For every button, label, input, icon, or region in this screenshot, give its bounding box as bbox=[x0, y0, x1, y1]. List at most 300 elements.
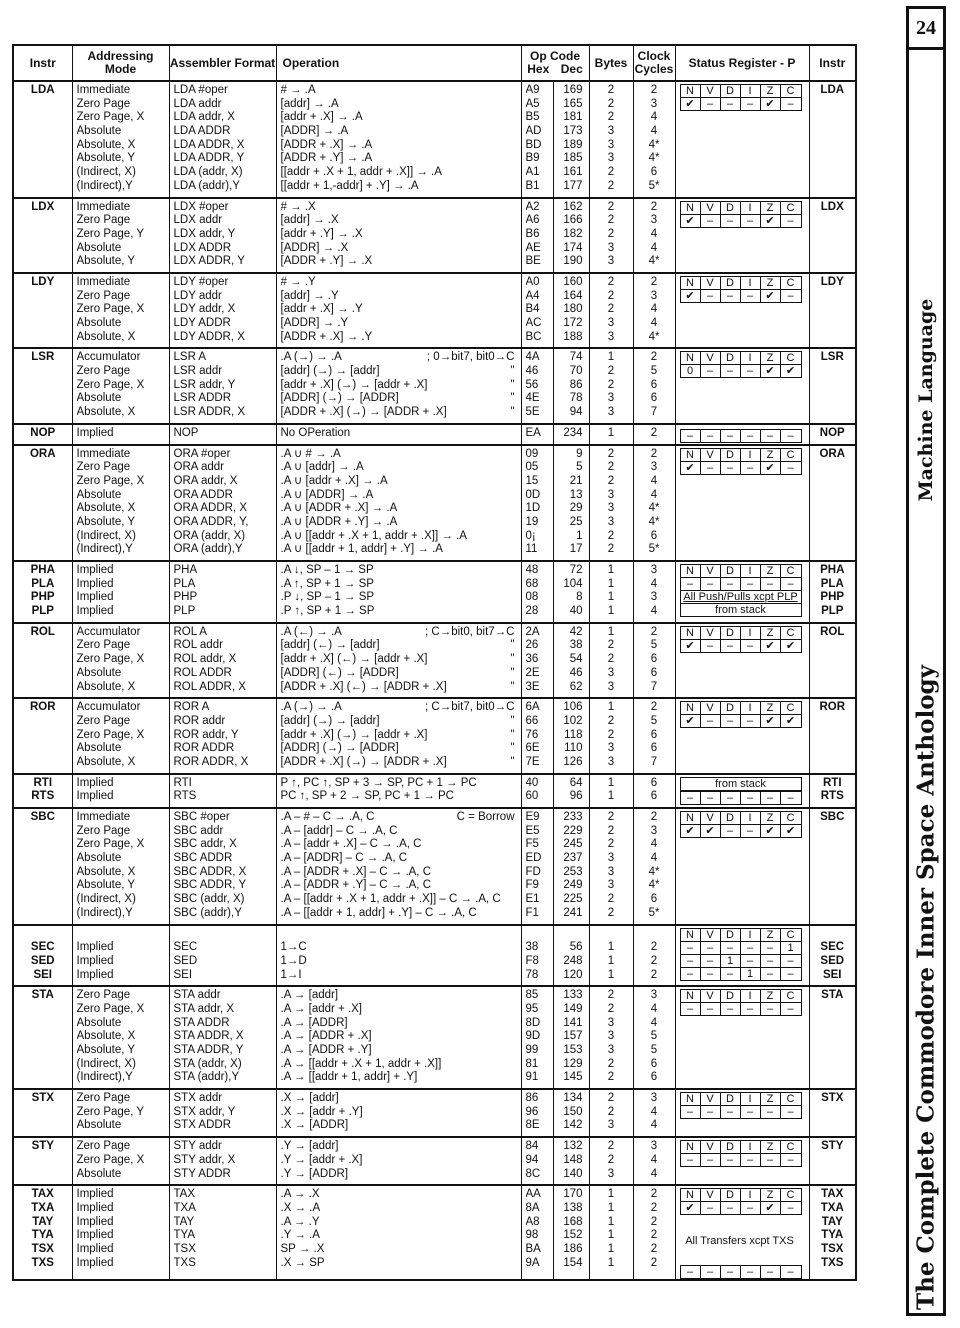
operation-line bbox=[281, 1017, 517, 1031]
instruction-mnemonic-right: PHP bbox=[820, 591, 845, 604]
addressing-mode: Implied bbox=[76, 954, 114, 967]
operation: [ADDR + .Y] → .A bbox=[280, 152, 373, 165]
assembler-format: STA ADDR bbox=[173, 1016, 230, 1029]
flag-value: ✔ bbox=[681, 290, 701, 302]
clock-cycles: 4 bbox=[650, 1016, 658, 1029]
clock-cycles-cell bbox=[633, 1185, 675, 1280]
header-operation: Operation bbox=[276, 45, 521, 81]
byte-count: 1 bbox=[607, 701, 615, 714]
header-asm: Assembler Format bbox=[169, 45, 276, 81]
flag-value: – bbox=[721, 1154, 741, 1166]
byte-count: 3 bbox=[607, 317, 615, 329]
assembler-format: NOP bbox=[173, 426, 199, 439]
header-instr-right: Instr bbox=[809, 45, 856, 81]
opcode-dec: 249 bbox=[563, 879, 583, 892]
assembler-format: LDA ADDR, Y bbox=[173, 152, 245, 165]
flag-value: – bbox=[741, 98, 761, 110]
addressing-mode: Implied bbox=[76, 1256, 114, 1269]
flag-value: – bbox=[681, 942, 701, 954]
opcode-dec: 74 bbox=[569, 351, 583, 364]
flag-value: ✔ bbox=[681, 640, 701, 652]
operation-line bbox=[281, 1216, 517, 1230]
flag-name: I bbox=[741, 85, 761, 97]
flag-value: ✔ bbox=[681, 825, 701, 837]
assembler-format-cell bbox=[169, 623, 276, 698]
clock-cycles-cell bbox=[633, 986, 675, 1089]
clock-cycles-cell bbox=[633, 561, 675, 623]
opcode-dec: 165 bbox=[563, 97, 583, 110]
opcode-dec: 64 bbox=[569, 776, 583, 789]
operation-line bbox=[281, 1229, 517, 1243]
addressing-mode-cell bbox=[72, 1185, 169, 1280]
instruction-mnemonic: TXA bbox=[31, 1201, 55, 1214]
operation-line bbox=[281, 427, 517, 441]
operation-line bbox=[281, 811, 517, 825]
operation-cell bbox=[276, 1089, 521, 1137]
byte-count: 1 bbox=[607, 591, 615, 604]
operation-line bbox=[281, 1188, 517, 1202]
flag-value: – bbox=[721, 98, 741, 110]
operation-line bbox=[281, 790, 517, 804]
flag-name: N bbox=[681, 449, 701, 461]
opcode-hex: 76 bbox=[525, 728, 539, 741]
byte-count: 2 bbox=[607, 111, 615, 124]
header-dec: Dec bbox=[560, 62, 583, 76]
opcode-reference-table bbox=[12, 44, 857, 1281]
operation-line bbox=[281, 756, 517, 770]
spacer bbox=[590, 928, 633, 942]
clock-cycles: 3 bbox=[650, 564, 658, 576]
flag-name: I bbox=[741, 627, 761, 639]
instruction-mnemonic: LSR bbox=[31, 351, 55, 364]
instruction-mnemonic-cell bbox=[13, 623, 72, 698]
flag-value: – bbox=[701, 942, 721, 954]
addressing-mode: Accumulator bbox=[76, 351, 141, 364]
flag-values-row bbox=[680, 1003, 802, 1016]
opcode-hex: 1D bbox=[525, 502, 541, 515]
opcode-dec: 134 bbox=[563, 1092, 583, 1105]
assembler-format: STY ADDR bbox=[173, 1167, 231, 1180]
operation: .A (→) → .A bbox=[280, 351, 342, 364]
clock-cycles: 4* bbox=[648, 502, 660, 515]
operation-line bbox=[281, 228, 517, 242]
instruction-group bbox=[13, 424, 856, 445]
opcode-hex: 9A bbox=[525, 1256, 540, 1269]
operation-cell bbox=[276, 1137, 521, 1185]
operation: [addr] (←) → [addr] bbox=[280, 639, 380, 652]
opcode-hex-cell bbox=[521, 623, 553, 698]
operation-line bbox=[281, 701, 517, 715]
flag-value: ✔ bbox=[761, 290, 781, 302]
flag-value: – bbox=[701, 1003, 721, 1015]
assembler-format: STA (addr),Y bbox=[173, 1071, 240, 1084]
instruction-group bbox=[13, 348, 856, 423]
byte-count: 3 bbox=[607, 1119, 615, 1132]
flag-value: – bbox=[741, 715, 761, 727]
flag-values-row bbox=[680, 98, 802, 111]
opcode-dec: 177 bbox=[563, 179, 583, 192]
byte-count: 2 bbox=[607, 728, 615, 741]
byte-count-cell bbox=[589, 273, 633, 348]
clock-cycles: 6 bbox=[650, 1071, 658, 1084]
byte-count: 1 bbox=[607, 1201, 615, 1214]
byte-count: 1 bbox=[607, 351, 615, 364]
byte-count: 2 bbox=[607, 529, 615, 542]
clock-cycles-cell bbox=[633, 198, 675, 273]
byte-count: 2 bbox=[607, 906, 615, 919]
page-number: 24 bbox=[909, 9, 943, 50]
flag-name: D bbox=[721, 352, 741, 364]
opcode-dec-cell bbox=[553, 925, 589, 987]
flag-value: – bbox=[721, 430, 741, 442]
assembler-format: LSR A bbox=[173, 351, 207, 364]
opcode-dec: 42 bbox=[569, 625, 583, 638]
flag-name: D bbox=[721, 1141, 741, 1153]
byte-count: 1 bbox=[607, 577, 615, 590]
flag-values-row bbox=[680, 640, 802, 653]
instruction-mnemonic: SEC bbox=[30, 941, 55, 954]
clock-cycles: 4 bbox=[650, 474, 658, 487]
opcode-dec: 1 bbox=[576, 529, 583, 542]
header-row bbox=[13, 45, 856, 81]
assembler-format: LDX addr bbox=[173, 214, 223, 227]
operation: .A → [addr] bbox=[280, 989, 339, 1002]
flag-name: Z bbox=[761, 812, 781, 824]
operation: .A – # – C̄ → .A, C bbox=[280, 811, 375, 823]
operation: .A ∪ [[addr + 1, addr] + .Y] → .A bbox=[280, 543, 443, 556]
operation: .A – [addr + .X] – C̄ → .A, C bbox=[280, 838, 422, 851]
assembler-format: ORA (addr),Y bbox=[173, 543, 243, 556]
flag-values-row bbox=[680, 578, 802, 591]
operation-line bbox=[281, 1003, 517, 1017]
addressing-mode: Zero Page, X bbox=[76, 838, 145, 851]
operation: .Y → .A bbox=[280, 1229, 320, 1242]
flag-name: C bbox=[786, 626, 795, 639]
byte-count: 3 bbox=[607, 680, 615, 693]
operation-cell bbox=[276, 198, 521, 273]
operation-line bbox=[281, 1119, 517, 1133]
flag-value: – bbox=[787, 461, 794, 474]
instruction-mnemonic-right-cell bbox=[809, 1089, 856, 1137]
clock-cycles: 4* bbox=[648, 152, 660, 165]
flag-value: ✔ bbox=[761, 1202, 781, 1214]
addressing-mode: Zero Page, X bbox=[76, 653, 145, 666]
opcode-hex: 66 bbox=[525, 714, 539, 727]
flag-value: – bbox=[681, 968, 701, 980]
operation-line bbox=[281, 543, 517, 557]
header-opcode bbox=[521, 45, 589, 81]
operation: .Y → [ADDR] bbox=[280, 1167, 349, 1180]
operation-cell bbox=[276, 698, 521, 773]
flag-value: ✔ bbox=[761, 640, 781, 652]
addressing-mode-cell bbox=[72, 81, 169, 198]
opcode-dec: 152 bbox=[563, 1229, 583, 1242]
flag-value: – bbox=[787, 967, 794, 980]
instruction-mnemonic-right: TXA bbox=[820, 1201, 844, 1214]
instruction-mnemonic-right: RTI bbox=[822, 776, 842, 789]
flag-value: – bbox=[701, 955, 721, 967]
byte-count: 2 bbox=[607, 200, 615, 213]
clock-cycles: 5* bbox=[648, 543, 660, 556]
flag-name: Z bbox=[761, 277, 781, 289]
opcode-hex: 8A bbox=[525, 1201, 540, 1214]
assembler-format-cell bbox=[169, 1185, 276, 1280]
clock-cycles: 4 bbox=[650, 1002, 658, 1015]
assembler-format: ROR A bbox=[173, 701, 210, 714]
instruction-mnemonic: TAX bbox=[31, 1188, 54, 1201]
clock-cycles: 4 bbox=[650, 1167, 658, 1180]
operation-line bbox=[281, 1257, 517, 1271]
addressing-mode: Absolute, Y bbox=[76, 255, 136, 268]
instruction-mnemonic: TYA bbox=[31, 1229, 54, 1242]
opcode-dec: 38 bbox=[569, 639, 583, 652]
flag-name: V bbox=[701, 1141, 721, 1153]
operation: .Y → [addr + .X] bbox=[280, 1153, 363, 1166]
assembler-format: LDX ADDR, Y bbox=[173, 255, 245, 268]
clock-cycles: 7 bbox=[650, 406, 658, 419]
assembler-format-cell bbox=[169, 81, 276, 198]
flag-value: ✔ bbox=[701, 825, 721, 837]
flag-value: – bbox=[721, 365, 741, 377]
instruction-mnemonic-right-cell bbox=[809, 698, 856, 773]
flag-value: – bbox=[787, 1154, 794, 1167]
clock-cycles-cell bbox=[633, 273, 675, 348]
clock-cycles: 4 bbox=[650, 317, 658, 329]
opcode-hex-cell bbox=[521, 1089, 553, 1137]
instruction-mnemonic-right: NOP bbox=[819, 426, 845, 439]
instruction-group bbox=[13, 808, 856, 925]
flag-values-row bbox=[680, 1106, 802, 1119]
opcode-hex-cell bbox=[521, 445, 553, 562]
instruction-mnemonic-right: TXS bbox=[821, 1256, 844, 1269]
status-note: from stack bbox=[680, 777, 802, 791]
flag-name: N bbox=[681, 202, 701, 214]
flag-value: ✔ bbox=[761, 215, 781, 227]
operation-line bbox=[281, 502, 517, 516]
flag-value: – bbox=[741, 578, 761, 590]
instruction-mnemonic-cell bbox=[13, 81, 72, 198]
operation: [ADDR + .X] (→) → [ADDR + .X] bbox=[280, 755, 447, 768]
byte-count: 3 bbox=[607, 879, 615, 892]
operation: [addr] (→) → [addr] bbox=[280, 365, 380, 378]
flag-name: N bbox=[681, 990, 701, 1002]
opcode-dec: 145 bbox=[563, 1071, 583, 1084]
addressing-mode: (Indirect),Y bbox=[76, 179, 133, 192]
clock-cycles: 2 bbox=[650, 941, 658, 954]
flag-name: C bbox=[786, 565, 795, 577]
assembler-format: ROR addr bbox=[173, 714, 226, 727]
clock-cycles: 7 bbox=[650, 755, 658, 768]
flag-value: – bbox=[787, 1003, 794, 1016]
opcode-hex: 26 bbox=[525, 639, 539, 652]
clock-cycles: 6 bbox=[650, 653, 658, 666]
opcode-dec: 190 bbox=[563, 255, 583, 268]
operation: .A ∪ [addr + .X] → .A bbox=[280, 474, 388, 487]
flag-value: 1 bbox=[741, 968, 761, 980]
flag-name: C bbox=[786, 85, 795, 97]
flag-values-row bbox=[680, 1154, 802, 1167]
instruction-mnemonic-right: LDA bbox=[820, 84, 845, 96]
opcode-dec: 248 bbox=[563, 954, 583, 967]
operation-cell bbox=[276, 986, 521, 1089]
opcode-hex: EA bbox=[525, 426, 541, 439]
byte-count: 1 bbox=[607, 954, 615, 967]
flag-values-row bbox=[680, 942, 802, 955]
opcode-dec: 17 bbox=[569, 543, 583, 556]
opcode-hex: F5 bbox=[525, 838, 539, 851]
flag-value: – bbox=[721, 290, 741, 302]
opcode-dec: 157 bbox=[563, 1030, 583, 1043]
flag-names-row bbox=[680, 811, 802, 825]
instruction-mnemonic: LDX bbox=[31, 200, 55, 213]
assembler-format: STX addr, Y bbox=[173, 1105, 236, 1118]
clock-cycles: 4 bbox=[650, 605, 658, 618]
byte-count: 2 bbox=[607, 474, 615, 487]
assembler-format-cell bbox=[169, 1089, 276, 1137]
flag-names-row bbox=[680, 564, 802, 578]
opcode-hex: 96 bbox=[525, 1105, 539, 1118]
byte-count-cell bbox=[589, 986, 633, 1089]
flag-value: ✔ bbox=[681, 1202, 701, 1214]
opcode-hex-cell bbox=[521, 348, 553, 423]
operation-line bbox=[281, 125, 517, 139]
byte-count: 2 bbox=[607, 166, 615, 179]
instruction-mnemonic-right: TYA bbox=[821, 1229, 844, 1242]
flag-value: ✔ bbox=[681, 715, 701, 727]
flag-name: I bbox=[741, 565, 761, 577]
operation: .A → [ADDR] bbox=[280, 1016, 348, 1029]
opcode-hex: A8 bbox=[525, 1215, 540, 1228]
opcode-dec: 86 bbox=[569, 378, 583, 391]
addressing-mode-cell bbox=[72, 348, 169, 423]
flag-name: I bbox=[741, 1093, 761, 1105]
flag-value: – bbox=[701, 1202, 721, 1214]
operation: .A ↑, SP + 1 → SP bbox=[280, 577, 374, 590]
flag-name: D bbox=[721, 1189, 741, 1201]
clock-cycles: 3 bbox=[650, 591, 658, 604]
clock-cycles: 6 bbox=[650, 378, 658, 391]
operation-line bbox=[281, 825, 517, 839]
byte-count-cell bbox=[589, 1089, 633, 1137]
instruction-mnemonic-right: SEC bbox=[820, 941, 845, 954]
opcode-hex: 48 bbox=[525, 564, 539, 576]
addressing-mode: Implied bbox=[76, 776, 114, 789]
opcode-hex: A0 bbox=[525, 275, 540, 288]
byte-count-cell bbox=[589, 925, 633, 987]
operation-line bbox=[281, 969, 517, 983]
operation-cell bbox=[276, 925, 521, 987]
instruction-mnemonic: LDY bbox=[31, 275, 55, 288]
operation: [addr + .X] (→) → [addr + .X] bbox=[280, 378, 428, 391]
opcode-hex: AD bbox=[525, 125, 542, 138]
opcode-hex: AA bbox=[525, 1188, 541, 1201]
byte-count: 3 bbox=[607, 1030, 615, 1043]
operation: .A – [[addr + .X + 1, addr + .X]] – C̄ → .A, C bbox=[280, 893, 501, 906]
status-note: All Push/Pulls xcpt PLP bbox=[680, 591, 802, 604]
assembler-format-cell bbox=[169, 445, 276, 562]
flag-value: ✔ bbox=[761, 98, 781, 110]
flag-name: C bbox=[786, 276, 795, 289]
instruction-mnemonic-right: TAY bbox=[821, 1215, 843, 1228]
assembler-format-cell bbox=[169, 198, 276, 273]
opcode-dec-cell bbox=[553, 445, 589, 562]
assembler-format: STY addr, X bbox=[173, 1153, 236, 1166]
operation: PC ↑, SP + 2 → SP, PC + 1 → PC bbox=[280, 790, 454, 803]
assembler-format-cell bbox=[169, 774, 276, 808]
operation: P ↑, PC ↑, SP + 3 → SP, PC + 1 → PC bbox=[280, 776, 477, 789]
flag-value: – bbox=[761, 578, 781, 590]
addressing-mode: Zero Page bbox=[76, 1140, 131, 1153]
instruction-mnemonic: TXS bbox=[31, 1256, 54, 1269]
opcode-hex: 95 bbox=[525, 1002, 539, 1015]
instruction-mnemonic-cell bbox=[13, 1185, 72, 1280]
operation-cell bbox=[276, 445, 521, 562]
flag-name: V bbox=[701, 627, 721, 639]
byte-count: 3 bbox=[607, 330, 615, 343]
clock-cycles: 2 bbox=[650, 1215, 658, 1228]
clock-cycles: 4 bbox=[650, 488, 658, 501]
header-hex: Hex bbox=[527, 62, 550, 76]
opcode-hex: A4 bbox=[525, 289, 540, 302]
status-register-cell bbox=[675, 198, 809, 273]
instruction-mnemonic: ROR bbox=[29, 701, 56, 714]
operation: .X → [addr + .Y] bbox=[280, 1105, 363, 1118]
opcode-dec: 25 bbox=[569, 515, 583, 528]
operation-cell bbox=[276, 1185, 521, 1280]
clock-cycles: 6 bbox=[650, 1057, 658, 1070]
flag-name: V bbox=[701, 565, 721, 577]
assembler-format: LDX #oper bbox=[173, 200, 229, 213]
operation: # → .X bbox=[280, 200, 316, 213]
instruction-mnemonic-right: TAX bbox=[821, 1188, 844, 1201]
clock-cycles: 5 bbox=[650, 1044, 658, 1056]
opcode-hex: 40 bbox=[525, 776, 539, 789]
instruction-mnemonic-right: STY bbox=[821, 1140, 844, 1153]
opcode-dec: 173 bbox=[563, 125, 583, 138]
clock-cycles: 6 bbox=[650, 166, 658, 179]
status-register-cell bbox=[675, 698, 809, 773]
flag-value: – bbox=[701, 365, 721, 377]
addressing-mode: Zero Page, X bbox=[76, 303, 145, 316]
flag-value: – bbox=[701, 578, 721, 590]
addressing-mode: (Indirect, X) bbox=[76, 893, 136, 906]
addressing-mode-cell bbox=[72, 561, 169, 623]
assembler-format: ROL addr, X bbox=[173, 653, 237, 666]
opcode-hex: F9 bbox=[525, 879, 539, 892]
assembler-format: ORA ADDR bbox=[173, 488, 233, 501]
operation-line bbox=[281, 489, 517, 503]
opcode-dec: 126 bbox=[563, 755, 583, 768]
instruction-mnemonic-right-cell bbox=[809, 623, 856, 698]
operation-line bbox=[281, 1071, 517, 1085]
operation-line bbox=[281, 139, 517, 153]
byte-count-cell bbox=[589, 774, 633, 808]
addressing-mode: Absolute bbox=[76, 317, 122, 329]
operation: .A ∪ [ADDR + .X] → .A bbox=[280, 502, 398, 515]
clock-cycles: 4 bbox=[650, 1153, 658, 1166]
clock-cycles-cell bbox=[633, 698, 675, 773]
flag-value: – bbox=[721, 942, 741, 954]
flag-name: I bbox=[741, 1189, 761, 1201]
instruction-mnemonic-right: SEI bbox=[822, 968, 842, 981]
operation: [ADDR + .X] (←) → [ADDR + .X] bbox=[280, 680, 447, 693]
assembler-format: PHP bbox=[173, 591, 198, 604]
opcode-dec: 148 bbox=[563, 1153, 583, 1166]
opcode-hex: ED bbox=[525, 852, 542, 865]
operation: [addr] → .X bbox=[280, 214, 339, 227]
flag-value: – bbox=[721, 715, 741, 727]
operation-note: " bbox=[510, 653, 515, 666]
